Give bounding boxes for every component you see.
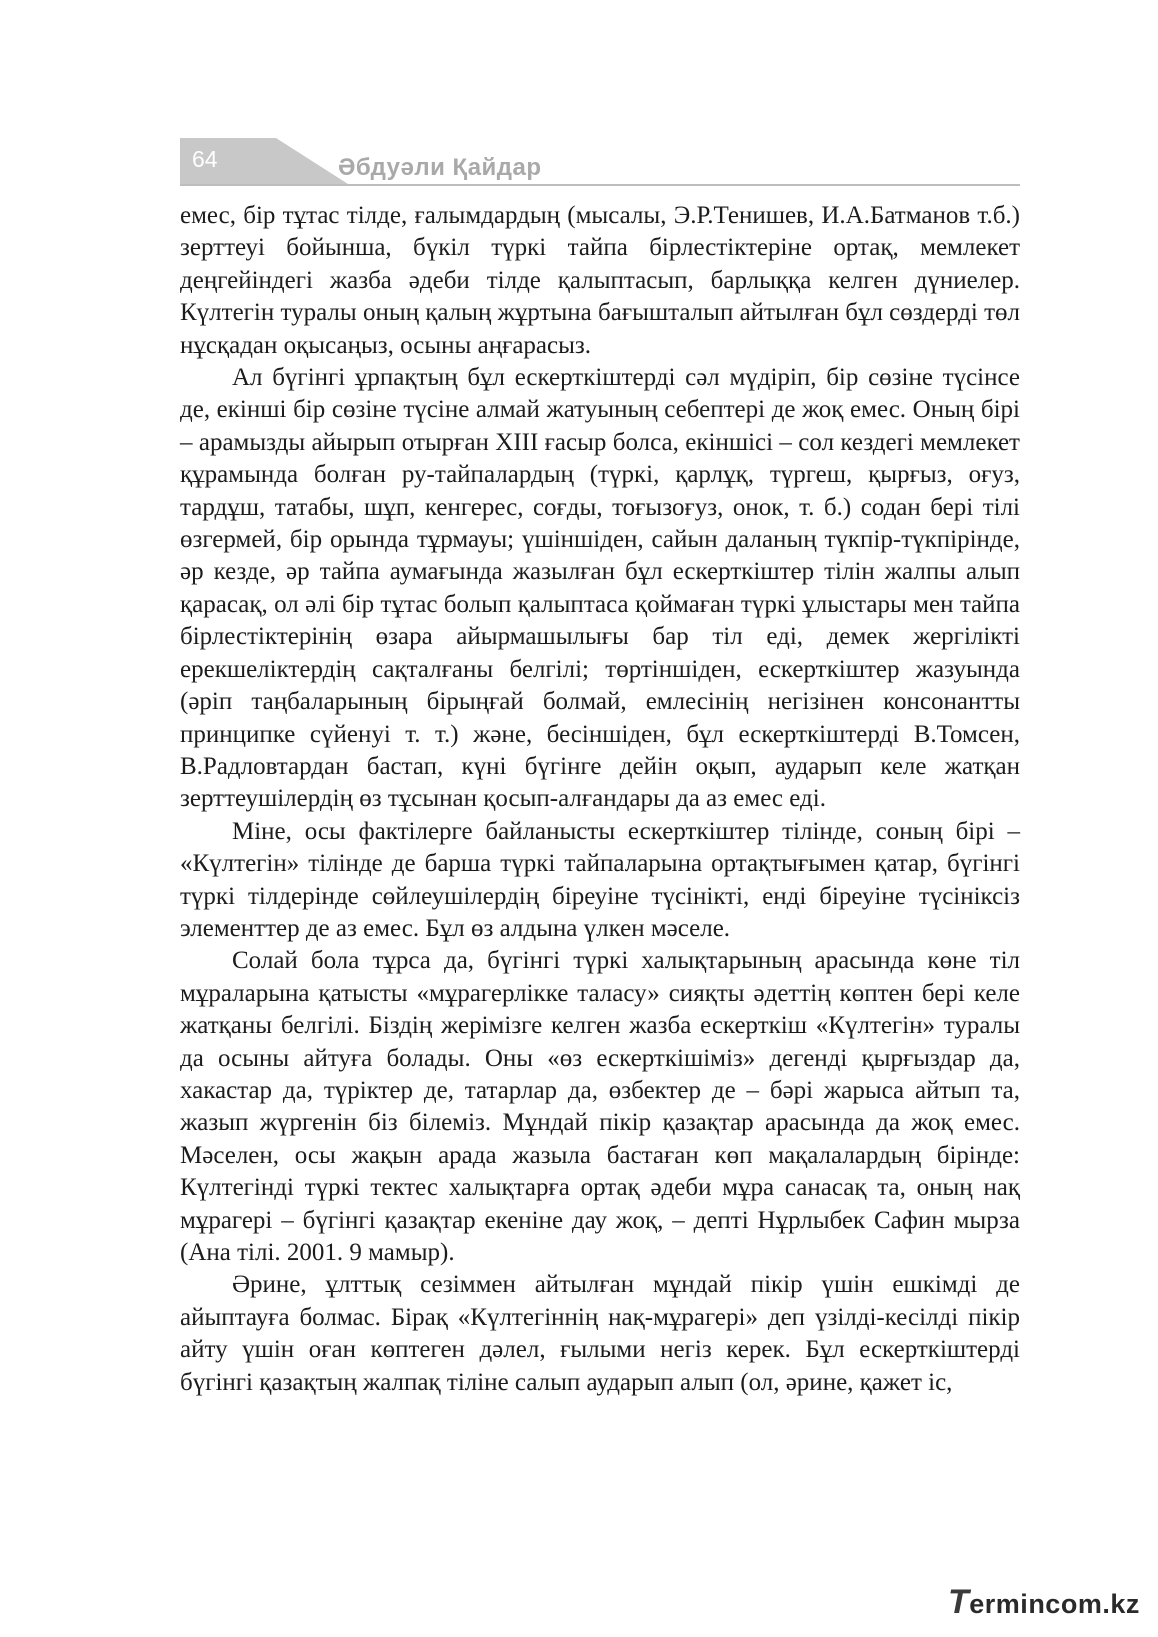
running-head-author: Әбдуәли Қайдар (338, 154, 542, 181)
body-text (180, 200, 1020, 1399)
watermark-domain: m.kz (1077, 1589, 1140, 1619)
site-watermark-logo (948, 1583, 1140, 1622)
paragraph: Міне, осы фактілерге байланысты ескерткіштер тілінде, соның бірі – «Күлтегін» тілінде де барша түркі тайпаларына ортақтығымен қатар, бүгінгі түркі тілдерінде сөйлеушілердің біреуіне түсінікті, енді біреуіне түсініксіз элементтер де аз емес. Бұл өз алдына үлкен мәселе. (180, 817, 1020, 942)
page-header (180, 138, 1020, 190)
paragraph: Ал бүгінгі ұрпақтың бұл ескерткіштерді сәл мүдіріп, бір сөзіне түсінсе де, екінші бір сөзіне түсіне алмай жатуының себептері де жоқ емес. Оның бірі – арамызды айырып отырған XIII ғасыр болса, екіншісі – сол кездегі мемлекет құрамында болған ру-тайпалардың (түркі, қарлұқ, түргеш, қырғыз, оғуз, тардұш, татабы, шұп, кенгерес, соғды, тоғызоғуз, онок, т. б.) содан бері тілі өзгермей, бір орында тұрмауы; үшіншіден, сайын даланың түкпір-түкпірінде, әр кезде, әр тайпа аумағында жазылған бұл ескерткіштер тілін жалпы алып қарасақ, ол әлі бір тұтас болып қалыптаса қоймаған түркі ұлыстары мен тайпа бірлестіктерінің өзара айырмашылығы бар тіл еді, демек жергілікті ерекшеліктердің сақталғаны белгілі; төртіншіден, ескерткіштер жазуында (әріп таңбаларының бірыңғай болмай, емлесінің негізінен консонантты принципке сүйенуі т. т.) және, бесіншіден, бұл ескерткіштерді В.Томсен, В.Радловтардан бастап, күні бүгінге дейін оқып, аударып келе жатқан зерттеушілердің өз тұсынан қосып-алғандары да аз емес еді. (180, 364, 1020, 813)
watermark-o-mark: o (1060, 1589, 1078, 1619)
paragraph-continued: емес, бір тұтас тілде, ғалымдардың (мысалы, Э.Р.Тенишев, И.А.Батманов т.б.) зерттеуі бойынша, бүкіл түркі тайпа бірлестіктеріне ортақ, мемлекет деңгейіндегі жазба әдеби тілде қалыптасып, барлыққа келген дүниелер. Күлтегін туралы оның қалың жұртына бағышталып айтылған бұл сөздерді төл нұсқадан оқысаңыз, осыны аңғарасыз. (180, 202, 1020, 359)
watermark-lead-letter: T (948, 1583, 970, 1621)
paragraph: Әрине, ұлттық сезіммен айтылған мұндай пікір үшін ешкімді де айыптауға болмас. Бірақ «Күлтегіннің нақ-мұрагері» деп үзілді-кесілді пікір айту үшін оған көптеген дәлел, ғылыми негіз керек. Бұл ескерткіштерді бүгінгі қазақтың жалпақ тіліне салып аударып алып (ол, әрине, қажет іс, (180, 1271, 1020, 1396)
header-rule (180, 184, 1020, 186)
watermark-text: erminc (969, 1589, 1061, 1619)
paragraph: Солай бола тұрса да, бүгінгі түркі халықтарының арасында көне тіл мұраларына қатысты «мұрагерлікке таласу» сияқты әдеттің көптен бері келе жатқаны белгілі. Біздің жерімізге келген жазба ескерткіш «Күлтегін» туралы да осыны айтуға болады. Оны «өз ескерткішіміз» дегенді қырғыздар да, хакастар да, түріктер де, татарлар да, өзбектер де – бәрі жарыса айтып та, жазып жүргенін біз білеміз. Мұндай пікір қазақтар арасында да жоқ емес. Мәселен, осы жақын арада жазыла бастаған көп мақалалардың бірінде: Күлтегінді түркі тектес халықтарға ортақ әдеби мұра санасақ та, оның нақ мұрагері – бүгінгі қазақтар екеніне дау жоқ, – депті Нұрлыбек Сафин мырза (Ана тілі. 2001. 9 мамыр). (180, 947, 1020, 1266)
page-number: 64 (192, 146, 218, 172)
